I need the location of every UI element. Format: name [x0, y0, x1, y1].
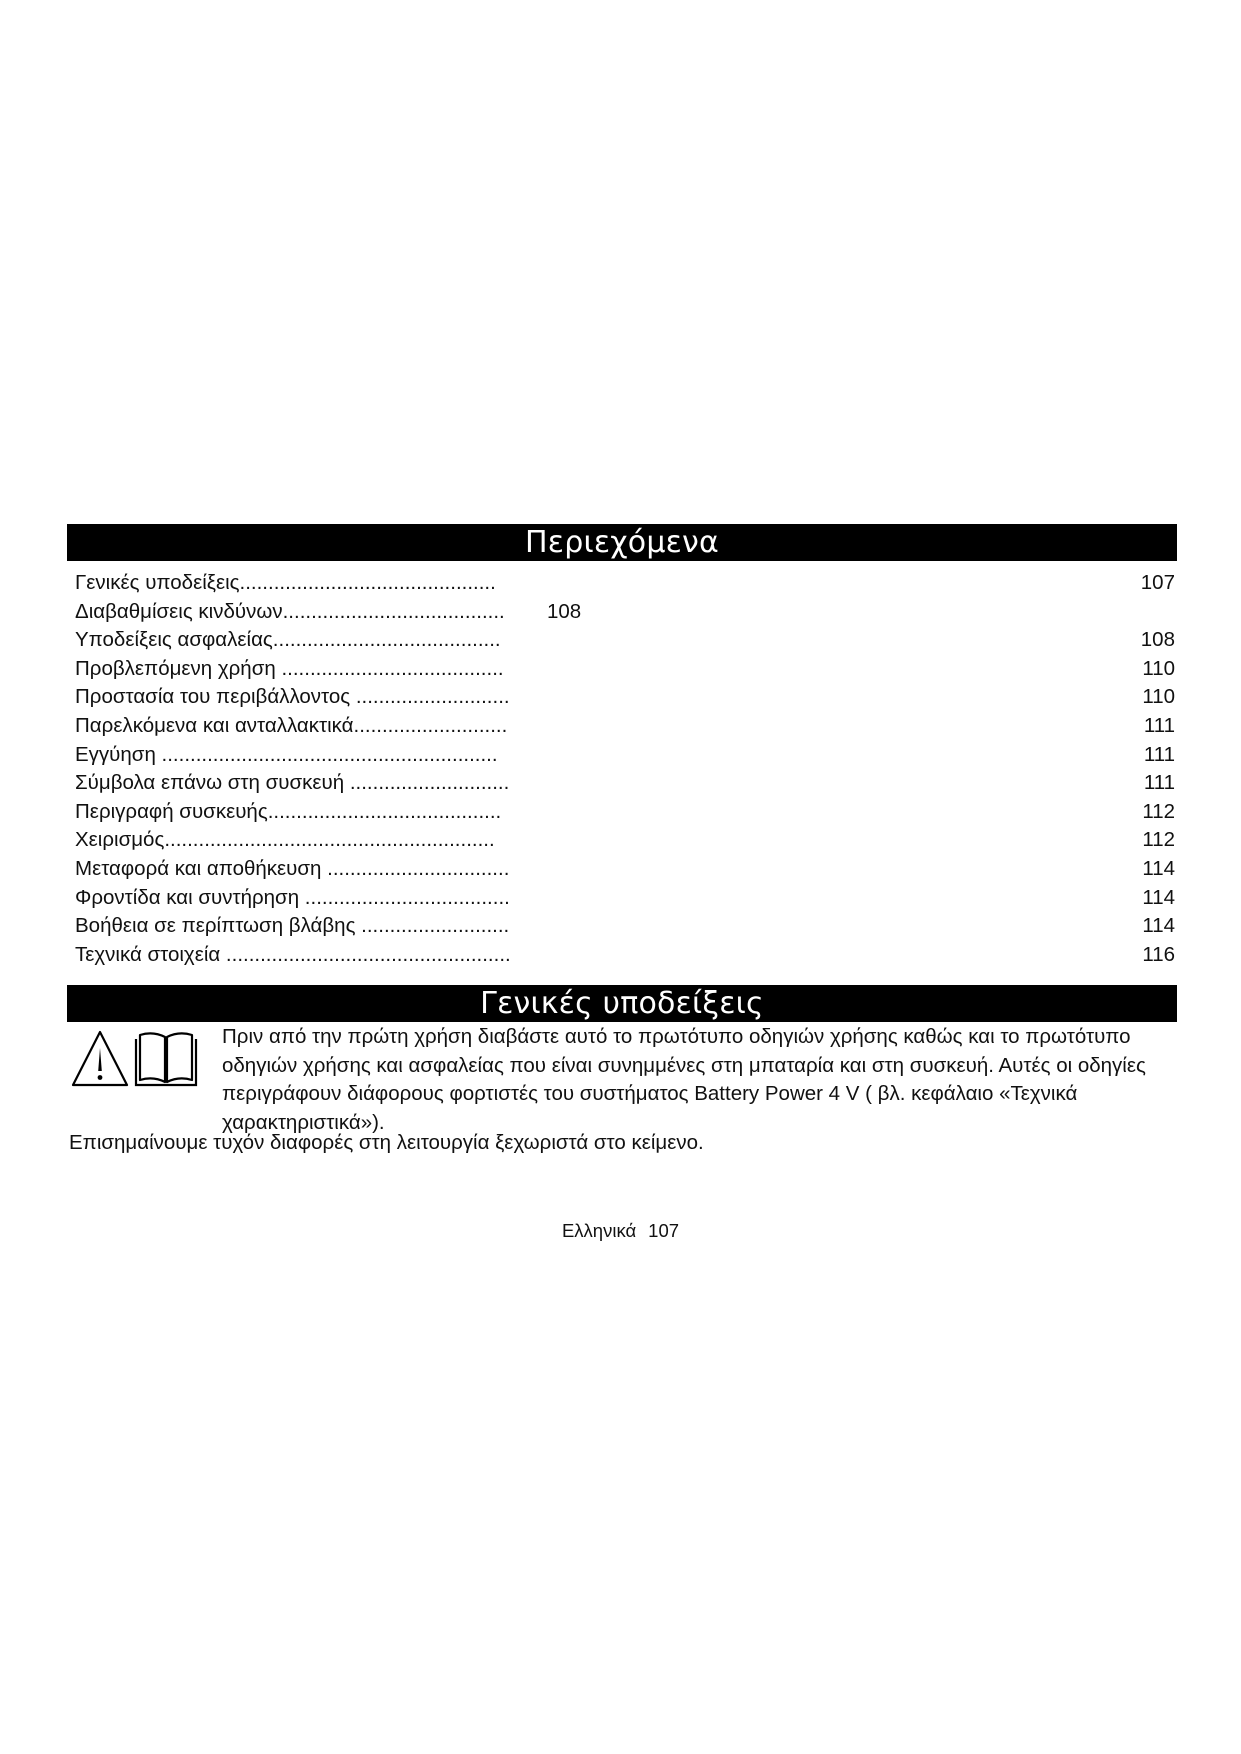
toc-heading: Περιεχόμενα: [67, 524, 1177, 561]
toc-entry[interactable]: [75, 626, 1175, 655]
toc-entry-title: Περιγραφή συσκευής.........................................: [75, 799, 502, 823]
toc-entry-page: 108: [1140, 628, 1175, 652]
general-notes-heading: Γενικές υποδείξεις: [67, 985, 1177, 1022]
toc-entry[interactable]: [75, 884, 1175, 913]
toc-entry-page: 111: [1143, 771, 1175, 795]
footer-page-number: 107: [648, 1220, 680, 1241]
toc-entry-page: 114: [1142, 885, 1175, 909]
general-notes-remark: Επισημαίνουμε τυχόν διαφορές στη λειτουργία ξεχωριστά στο κείμενο.: [69, 1131, 704, 1154]
toc-entry-title: Παρελκόμενα και ανταλλακτικά...........................: [75, 713, 508, 737]
toc-entry-page: 111: [1143, 742, 1175, 766]
toc-entry-page: 108: [547, 599, 582, 623]
page-footer: [0, 1219, 1241, 1243]
notice-icons: [70, 1029, 200, 1089]
toc-entry-page: 110: [1142, 656, 1175, 680]
toc-entry-title: Φροντίδα και συντήρηση ....................................: [75, 885, 510, 909]
toc-entry[interactable]: [75, 683, 1175, 712]
toc-entry[interactable]: [75, 655, 1175, 684]
toc-entry-page: 112: [1142, 799, 1175, 823]
toc-entry-title: Γενικές υποδείξεις.............................................: [75, 571, 496, 594]
toc-entry[interactable]: [75, 798, 1175, 827]
toc-entry-page: 111: [1143, 713, 1175, 737]
toc-entry-title: Διαβαθμίσεις κινδύνων.......................................: [75, 599, 505, 623]
toc-entry-title: Εγγύηση ...........................................................: [75, 742, 498, 766]
toc-entry[interactable]: [75, 941, 1175, 970]
manual-book-icon: [136, 1033, 196, 1085]
toc-entry-page: 110: [1142, 685, 1175, 709]
toc-entry-title: Σύμβολα επάνω στη συσκευή ............................: [75, 771, 510, 795]
toc-entry[interactable]: [75, 712, 1175, 741]
toc-entry-page: 114: [1142, 914, 1175, 938]
toc-entry-page: 112: [1142, 828, 1175, 852]
table-of-contents: [75, 569, 1175, 969]
toc-entry[interactable]: [75, 855, 1175, 884]
toc-entry-title: Μεταφορά και αποθήκευση ................................: [75, 856, 510, 880]
toc-entry-title: Τεχνικά στοιχεία ..................................................: [75, 942, 511, 966]
toc-entry-title: Προστασία του περιβάλλοντος ...........................: [75, 685, 510, 709]
toc-entry-page: 114: [1142, 856, 1175, 880]
toc-entry-title: Προβλεπόμενη χρήση .......................................: [75, 656, 504, 680]
toc-entry-page: 107: [1140, 571, 1175, 594]
toc-entry-page: 116: [1142, 942, 1175, 966]
toc-entry[interactable]: [75, 598, 1175, 627]
toc-entry-title: Βοήθεια σε περίπτωση βλάβης ..........................: [75, 914, 510, 938]
warning-triangle-icon: [73, 1032, 127, 1085]
toc-entry[interactable]: [75, 826, 1175, 855]
toc-entry[interactable]: [75, 769, 1175, 798]
toc-entry[interactable]: [75, 912, 1175, 941]
toc-entry-title: Υποδείξεις ασφαλείας........................................: [75, 628, 501, 652]
footer-language: Ελληνικά: [561, 1220, 637, 1241]
general-notes-paragraph: Πριν από την πρώτη χρήση διαβάστε αυτό το πρωτότυπο οδηγιών χρήσης καθώς και το πρωτότυπο οδηγιών χρήσης και ασφαλείας που είναι συνημμένες στη μπαταρία και στη συσκευή. Αυτές οι οδηγίες περιγράφουν διάφορους φορτιστές του συστήματος Battery Power 4 V ( βλ. κεφάλαιο «Τεχνικά χαρακτηριστικά»).: [222, 1025, 1146, 1134]
toc-entry[interactable]: [75, 569, 1175, 598]
toc-entry[interactable]: [75, 741, 1175, 770]
toc-entry-title: Χειρισμός..........................................................: [75, 828, 495, 852]
